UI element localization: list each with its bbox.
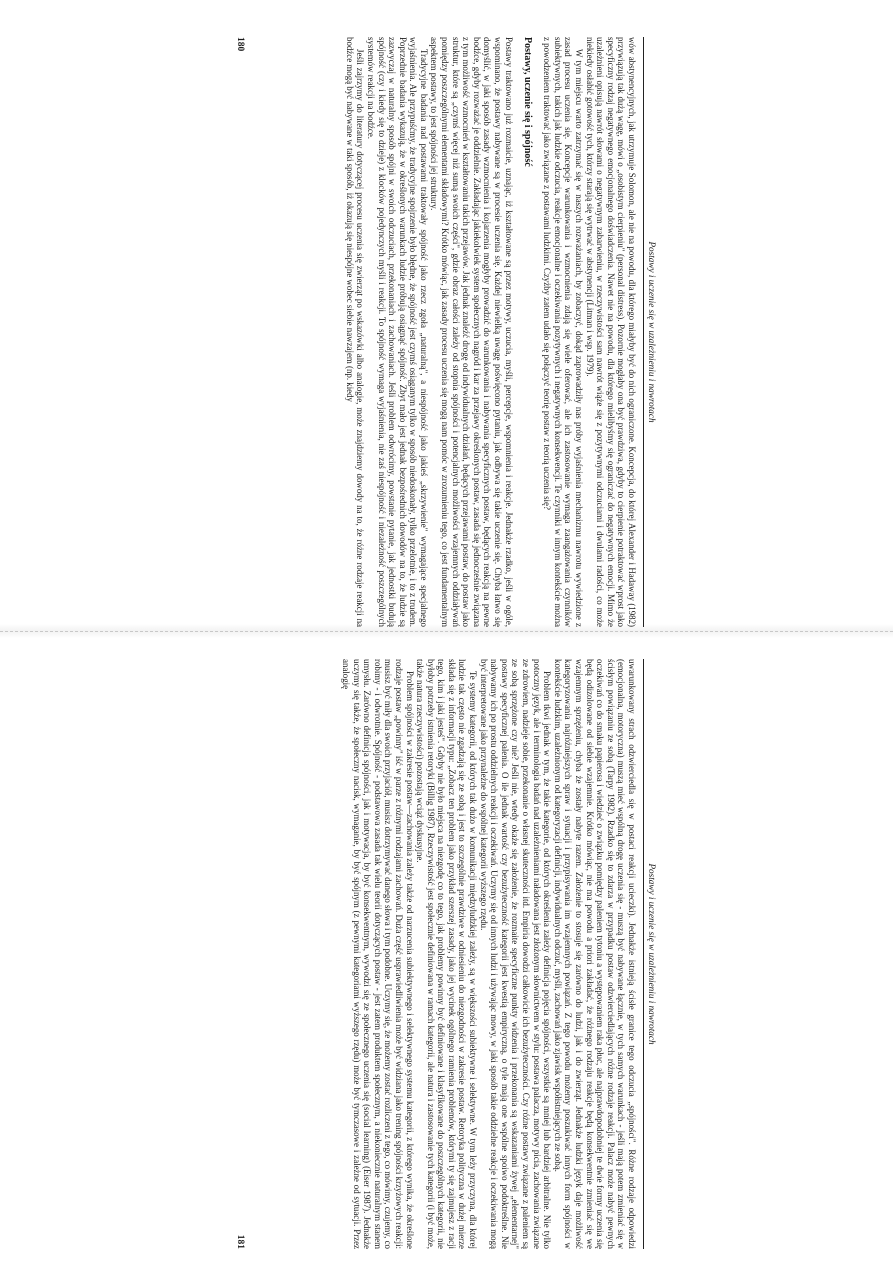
paragraph: Problem spójności w zakresie postaw—zachowania zależy także od narzucenia subiektywnego i selektywnego systemu kategorii, z którego wynika, że określone rodzaje postaw „powinny" iść w parze z różnymi rodzajami zachowań. Duża część usprawiedliwienia może być widziana jako trening spójności krzyżowych reakcji: musisz być miły dla swoich przyjaciół, musisz dotrzymywać danego słowa i tym podobne. Uczymy się, że możemy zostać rozliczeni z tego, co mówimy, czujemy, co robimy - i odwrotnie. Spójność - podstawowa zasada tak wielu teorii dotyczących postaw - jest zatem produktem społecznym, a niekoniecznie naturalnym stanem umysłu. Zarówno definicja spójności, jak i motywacja, by być konsekwentnym, wywodzi się ze społecznego uczenia się (social learning) (Eiser 1987). Jednakże uczymy się także, że społeczny nacisk, wymaganie, by być spójnym (z pewnymi kategoriami wyższego rzędu) może być tymczasowe i zależne od sytuacji. Przez analogię xyxy=(340,658,415,1249)
page-body xyxy=(340,659,637,1249)
paragraph: Jeśli zajrzymy do literatury dotyczącej procesu uczenia się zwierząt po wskazówki albo analogie, może znajdziemy dowody na to, że różne rodzaje reakcji na bodźce mogą być nabywane w taki sposób, iż okazują się niespójne wobec siebie nawzajem (np. kiedy xyxy=(344,36,365,627)
paragraph: W tym miejscu warto zatrzymać się w naszych rozważaniach, by zobaczyć, dokąd zaprowadziły nas próby wyjaśnienia mechanizmu nawrotu wywiedzione z zasad procesu uczenia się. Koncepcje warunkowania i wzmocnienia zdają się wiele oferować, ale ich zastosowanie wymaga zaangażowania czynników subiektywnych, takich jak ludzkie odczucia, reakcje emocjonalne i oczekiwania pozytywnych i negatywnych konsekwencji. Te czynniki w innym kontekście można z powodzeniem traktować jako związane z postawami ludzkimi. Czyżby zatem udało się połączyć teorię postaw z teorią uczenia się? xyxy=(541,36,584,627)
paragraph: wów abstynencyjnych, jak utrzymuje Solomon, ale nie na powodu, dla którego miałyby być do nich ograniczone. Koncepcja, do której Alexander i Hadaway (1982) przywiązują tak dużą wagę, mówi o „osobistym cierpieniu" (personal distress). Pozornie mogłaby ona być prawdziwa, gdyby to cierpienie potraktować wprost jako specyficzny rodzaj negatywnego emocjonalnego doświadczenia. Nawet nie na powodu, dla którego mielibyśmy się ograniczać do negatywnych emocji. Mimo że uzależnieni opisują nawrót słowami o negatywnym zabarwieniu, w rzeczywistości sam nawrót wiąże się z pozytywnymi odczuciami i dwulami radości, co może niekiedy osłabić gotowość tych, którzy starają się wytrwać w abstynencji (Litman i wsp. 1979). xyxy=(584,36,637,627)
page-divider xyxy=(0,631,893,632)
page-181 xyxy=(234,658,657,1249)
section-heading: Postawy, uczenie się i spójność xyxy=(521,36,533,167)
page-180 xyxy=(234,36,657,627)
paragraph: Te systemy kategorii, od których tak dużo w komunikacji międzyludzkiej zależy, są w większości subiektywne i selektywne. W tym leży przyczyna, dla której ludzie tak często nie zgadzają się ze sobą i jest to szczególnie prawdziwe w odniesieniu do niezgodności w zakresie postaw. Retoryka polityczna w dużej mierze składa się z informacji typu: „Zobacz ten problem jako przykład szerszej zasady, jako jej wycinek ogólnego ramienia problemów, którymi ty się zajmujesz z racji tego, kim i jaki jesteś". Gdyby nie było miejsca na niezgodę co to tego, jak problemy powinny być definiowane i klasyfikowane do poszczególnych kategorii, nie byłoby potrzeby istnienia retoryki (Billig 1987). Rzeczywistość jest społecznie definiowana w ramach kategorii, ale natura i zastosowanie tych kategorii (i być może, także natura rzeczywistości) pozostają wciąż dyskusyjne. xyxy=(414,658,478,1249)
paragraph: Postawy traktowano już rozmaicie, uznając, iż kształtowane są przez motywy, uczucia, myśli, percepcje, wspomnienia i reakcje. Jednakże rzadko, jeśli w ogóle, wspominano, że postawy nabywane są w procesie uczenia się. Każdej niewielką uwagę poświęcono pytaniu, jak odbywa się takie uczenie się. Chyba łatwo się domyślić, w jaki sposób zasady wzmocnienia i kojarzenia mogłyby prowadzić do warunkowania i nabywania specyficznych postaw, będących reakcją na pewne bodźce, gdyby rozważać je oddzielnie. Zakładając jakiekolwiek system społecznych nagród i kar za przejawy określonych postaw, zasada się jednocześnie związana z tym możliwość wzmocnień w kształtowaniu takich przejawów. Jak jednak znaleźć drogę od indywidualnych działań, będących przejawami postaw, do postaw jako struktur, które są „czymś więcej niż sumą swoich części", gdzie obraz całości zależy od stopnia spójności i potencjalnych możliwości wzajemnych oddziaływań pomiędzy poszczególnymi elementami składowymi? Krótko mówiąc, jak zasady procesu uczenia się mogą nam pomóc w zrozumieniu tego, co jest fundamentalnym aspektem postawy, to jest spójności jej struktury. xyxy=(429,36,514,627)
paragraph: Tradycyjne badania nad postawami traktowały spójność jako rzecz zgoła „naturalną", a niespójność jako jakieś „skrzywienie" wymagające specjalnego wyjaśnienia. Ale przypuśćmy, że tradycyjne spojrzenie było błędne, że spójność jest czymś osiąganym tylko w sposób niedoskonały, tylko przelotnie, i to z trudem. Poprzednie badania wykazują, że w określonych warunkach ludzie próbują osiągnąć spójność. Zbyt mało jest jednak bezpośrednich dowodów na to, że ludzie są zazwyczaj w naturalny sposób spójni w swoich odczuciach, przekonaniach i zachowaniach. Jeśli problem odwrócimy, powstanie pytanie, jak jednostki budują spójność (czy i kiedy się to dzieje) z klocków pojedynczych myśli i reakcji. To spójność wymaga wyjaśnienia, nie zaś niespójność i niezależność poszczególnych systemów reakcji na bodźce. xyxy=(365,36,429,627)
page-number: 181 xyxy=(234,1234,245,1249)
page-number: 180 xyxy=(234,36,245,51)
running-head: Postawy i uczenie się w uzależnieniu i nawrotach xyxy=(643,659,657,1249)
page-body xyxy=(344,37,637,627)
paragraph: uwarunkowany strach odzwierciedla się w postaci reakcji ucieczki). Jednakże istnieją ścisłe granice tego odczucia „spójności". Różne rodzaje odpowiedzi (emocjonalna, motoryczna) muszą mieć wspólną drogę uczenia się - muszą być nabywane łącznie, w tych samych warunkach - jeśli mają potem zmieniać się w ścisłym powiązaniu ze sobą (Tarpy 1982). Rzadko się to zdarza w przypadku postaw odzwierciedlających różne rodzaje reakcji. Palacz może nabyć pewnych oczekiwań co do smaku papierosa i wiedzieć o związku pomiędzy paleniem tytoniu a występowaniem raka płuc, ale najprawdopodobniej te dwie formy uczenia się będą odizolowane od siebie wzajemnie. Krótko mówiąc, nie ma powodu a priori zakładać, że różnego rodzaju reakcje będą konsekwentnie zmieniać się we wzajemnym sprzężeniu, chyba że zostały nabyte razem. Założenie to stosuje się zarówno do ludzi, jak i do zwierząt. Jednakże ludzki język daje możliwość kategoryzowania najróżniejszych spraw i sytuacji i przypisywania im wzajemnych powiązań. Z tego powodu możemy poszukiwać innych form spójności w kontekście ludzkim, uzależnionym od kategoryzacji definicji, indywidualnych odczuć, myśli, zachowań jako zjawisk współistniejących ze sobą. xyxy=(552,658,637,1249)
running-head: Postawy i uczenie się w uzależnieniu i nawrotach xyxy=(643,37,657,627)
paragraph: Problem tkwi jednak w tym, że takie kategorie, od których określenia zależy definicja pojęcia spójności, wszystkie są mniej lub bardziej arbitralne. Nie tylko potoczny język, ale i terminologia badań nad uzależnieniami naładowana jest złożonym słownictwem w stylu: postawa palacza, motywy picia, zachowania związane ze zdrowiem, nadzieje sobie, przekonanie o własnej skuteczności itd. Empiria dowodzi całkowicie ich bezużyteczności. Czy różne postawy związane z paleniem są ze sobą sprzężone czy nie? Jeśli nie, wtedy okaże się założenie, że rozmaite specyficzne punkty widzenia i przekonania są wskazaniami żywej „elementarnej" postawy specyficznej palenia. O ile jednak wartość czy bezużyteczność kategorii jest kwestią empiryczną, o tyle mają one wspólne spoiwo podoktreślne. Nie nabywamy ich po prostu oddzielnych reakcji i oczekiwań. Uczymy się od innych ludzi i używając mowy, w jaki sposób takie oddzielne reakcje i oczekiwania mogą być interpretowane jako przynależne do wspólnej kategorii wyższego rzędu. xyxy=(478,658,552,1249)
